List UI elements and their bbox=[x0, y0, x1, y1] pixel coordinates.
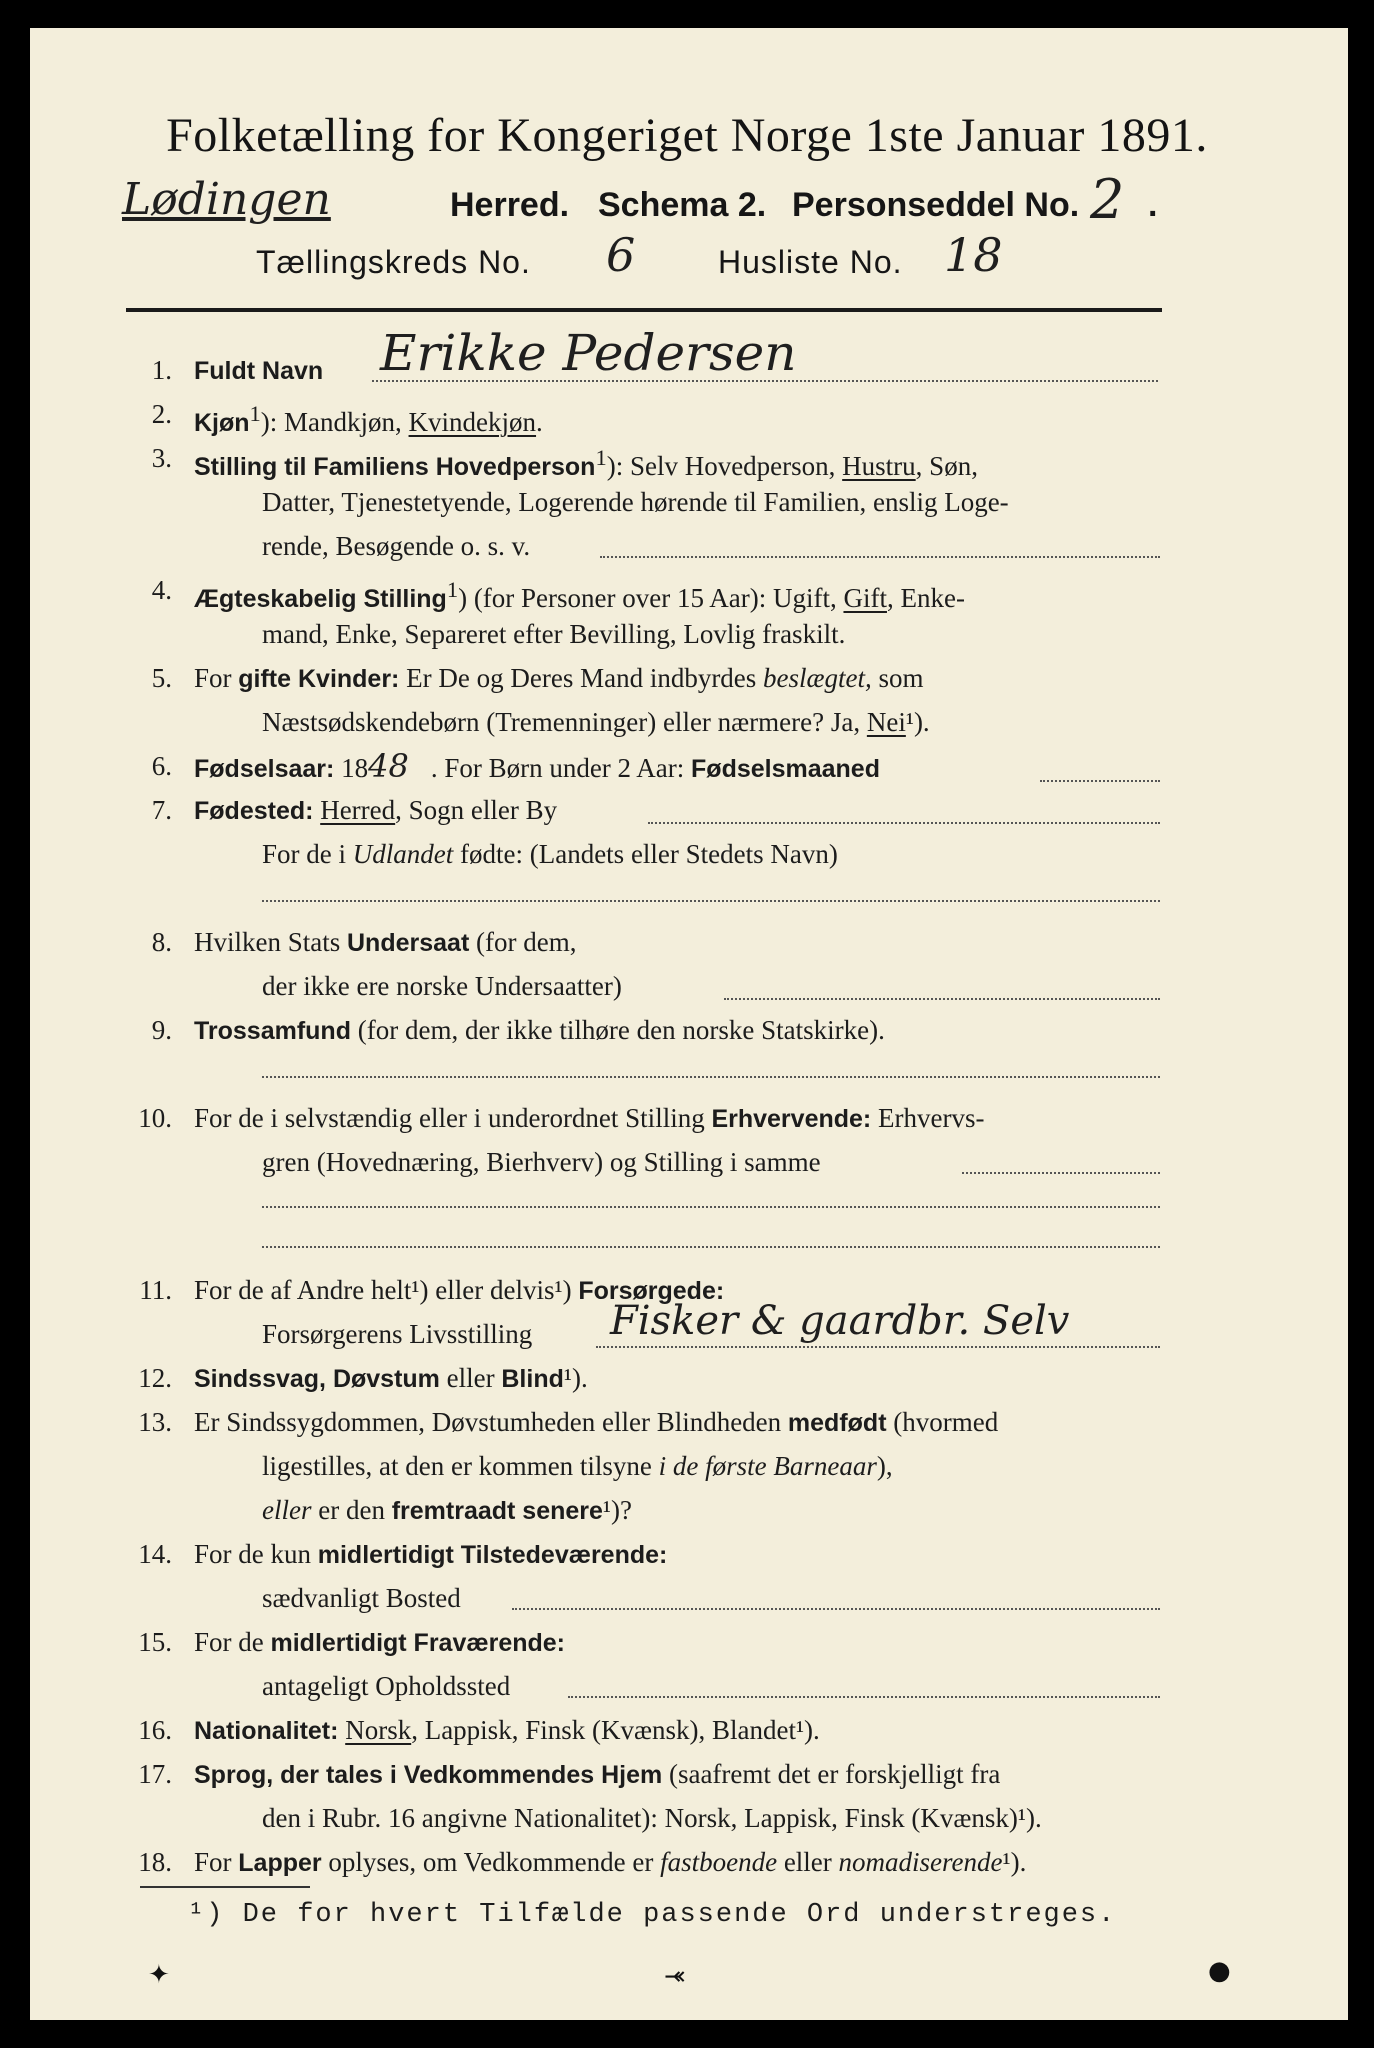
udlandet-dotted-line bbox=[262, 900, 1160, 902]
erhvervende-dotted-line-3 bbox=[262, 1246, 1160, 1248]
kjon-selected: Kvindekjøn bbox=[408, 407, 537, 437]
erhvervende-dotted-line-1 bbox=[962, 1172, 1160, 1174]
ink-mark-left: ✦ bbox=[148, 1960, 170, 1990]
kreds-label: Tællingskreds No. bbox=[256, 244, 531, 280]
header-divider bbox=[126, 308, 1162, 312]
medfodt-line3: eller er den fremtraadt senere¹)? bbox=[262, 1495, 632, 1525]
stilling-line2: Datter, Tjenestetyende, Logerende hørende til Familien, enslig Loge- bbox=[262, 487, 1009, 517]
fodested-selected: Herred bbox=[320, 795, 396, 825]
form-title: Folketælling for Kongeriget Norge 1ste Januar 1891. bbox=[166, 109, 1208, 162]
personseddel-label: Personseddel No. bbox=[792, 186, 1080, 224]
schema-label: Schema 2. bbox=[598, 186, 767, 224]
medfodt-line2: ligestilles, at den er kommen tilsyne i de første Barneaar), bbox=[262, 1451, 893, 1481]
stilling-selected: Hustru bbox=[842, 451, 916, 481]
fodested-dotted-line bbox=[648, 822, 1160, 824]
ink-mark-center: ⤛ bbox=[664, 1962, 686, 1992]
herred-label: Herred. bbox=[450, 186, 570, 224]
herred-handwritten: Lødingen bbox=[122, 174, 331, 225]
forsorgede-dotted-line bbox=[596, 1346, 1160, 1348]
footnote: ¹) De for hvert Tilfælde passende Ord understreges. bbox=[188, 1900, 1117, 1930]
aegteskab-selected: Gift bbox=[843, 583, 887, 613]
personseddel-dot: . bbox=[1148, 186, 1158, 224]
forsorgerens-livsstilling-label: Forsørgerens Livsstilling bbox=[262, 1319, 533, 1349]
husliste-label: Husliste No. bbox=[718, 244, 903, 280]
erhvervende-line2: gren (Hovednæring, Bierhverv) og Stilling i samme bbox=[262, 1147, 821, 1177]
fodested-line2: For de i Udlandet fødte: (Landets eller Stedets Navn) bbox=[262, 839, 838, 869]
sprog-line2: den i Rubr. 16 angivne Nationalitet): Norsk, Lappisk, Finsk (Kvænsk)¹). bbox=[262, 1803, 1042, 1833]
fuldt-navn-dotted-line bbox=[372, 380, 1158, 382]
fodselsmaaned-dotted-line bbox=[1040, 780, 1160, 782]
fuldt-navn-value: Erikke Pedersen bbox=[380, 324, 797, 382]
beslaegtet-selected: Nei bbox=[866, 707, 906, 737]
footnote-divider bbox=[140, 1886, 310, 1888]
tilstedevaerende-line2: sædvanligt Bosted bbox=[262, 1583, 461, 1613]
nationalitet-selected: Norsk bbox=[345, 1715, 412, 1745]
husliste-value: 18 bbox=[944, 228, 1003, 282]
fravaerende-dotted-line bbox=[568, 1696, 1160, 1698]
personseddel-value: 2 bbox=[1090, 168, 1125, 231]
stilling-dotted-line bbox=[600, 556, 1160, 558]
undersaat-line2: der ikke ere norske Undersaatter) bbox=[262, 971, 622, 1001]
kreds-value: 6 bbox=[606, 228, 636, 282]
ink-mark-right: ● bbox=[1208, 1956, 1231, 1986]
fravaerende-line2: antageligt Opholdssted bbox=[262, 1671, 511, 1701]
undersaat-dotted-line bbox=[724, 998, 1160, 1000]
stilling-line3: rende, Besøgende o. s. v. bbox=[262, 531, 531, 561]
gifte-kvinder-line2: Næstsødskendebørn (Tremenninger) eller nærmere? Ja, Nei¹). bbox=[262, 707, 930, 737]
fodselsaar-value: 48 bbox=[368, 747, 409, 785]
trossamfund-dotted-line bbox=[262, 1076, 1160, 1078]
tilstedevaerende-dotted-line bbox=[512, 1608, 1160, 1610]
erhvervende-dotted-line-2 bbox=[262, 1206, 1160, 1208]
aegteskab-line2: mand, Enke, Separeret efter Bevilling, Lovlig fraskilt. bbox=[262, 619, 846, 649]
forsorgerens-livsstilling-value: Fisker & gaardbr. Selv bbox=[610, 1298, 1070, 1344]
